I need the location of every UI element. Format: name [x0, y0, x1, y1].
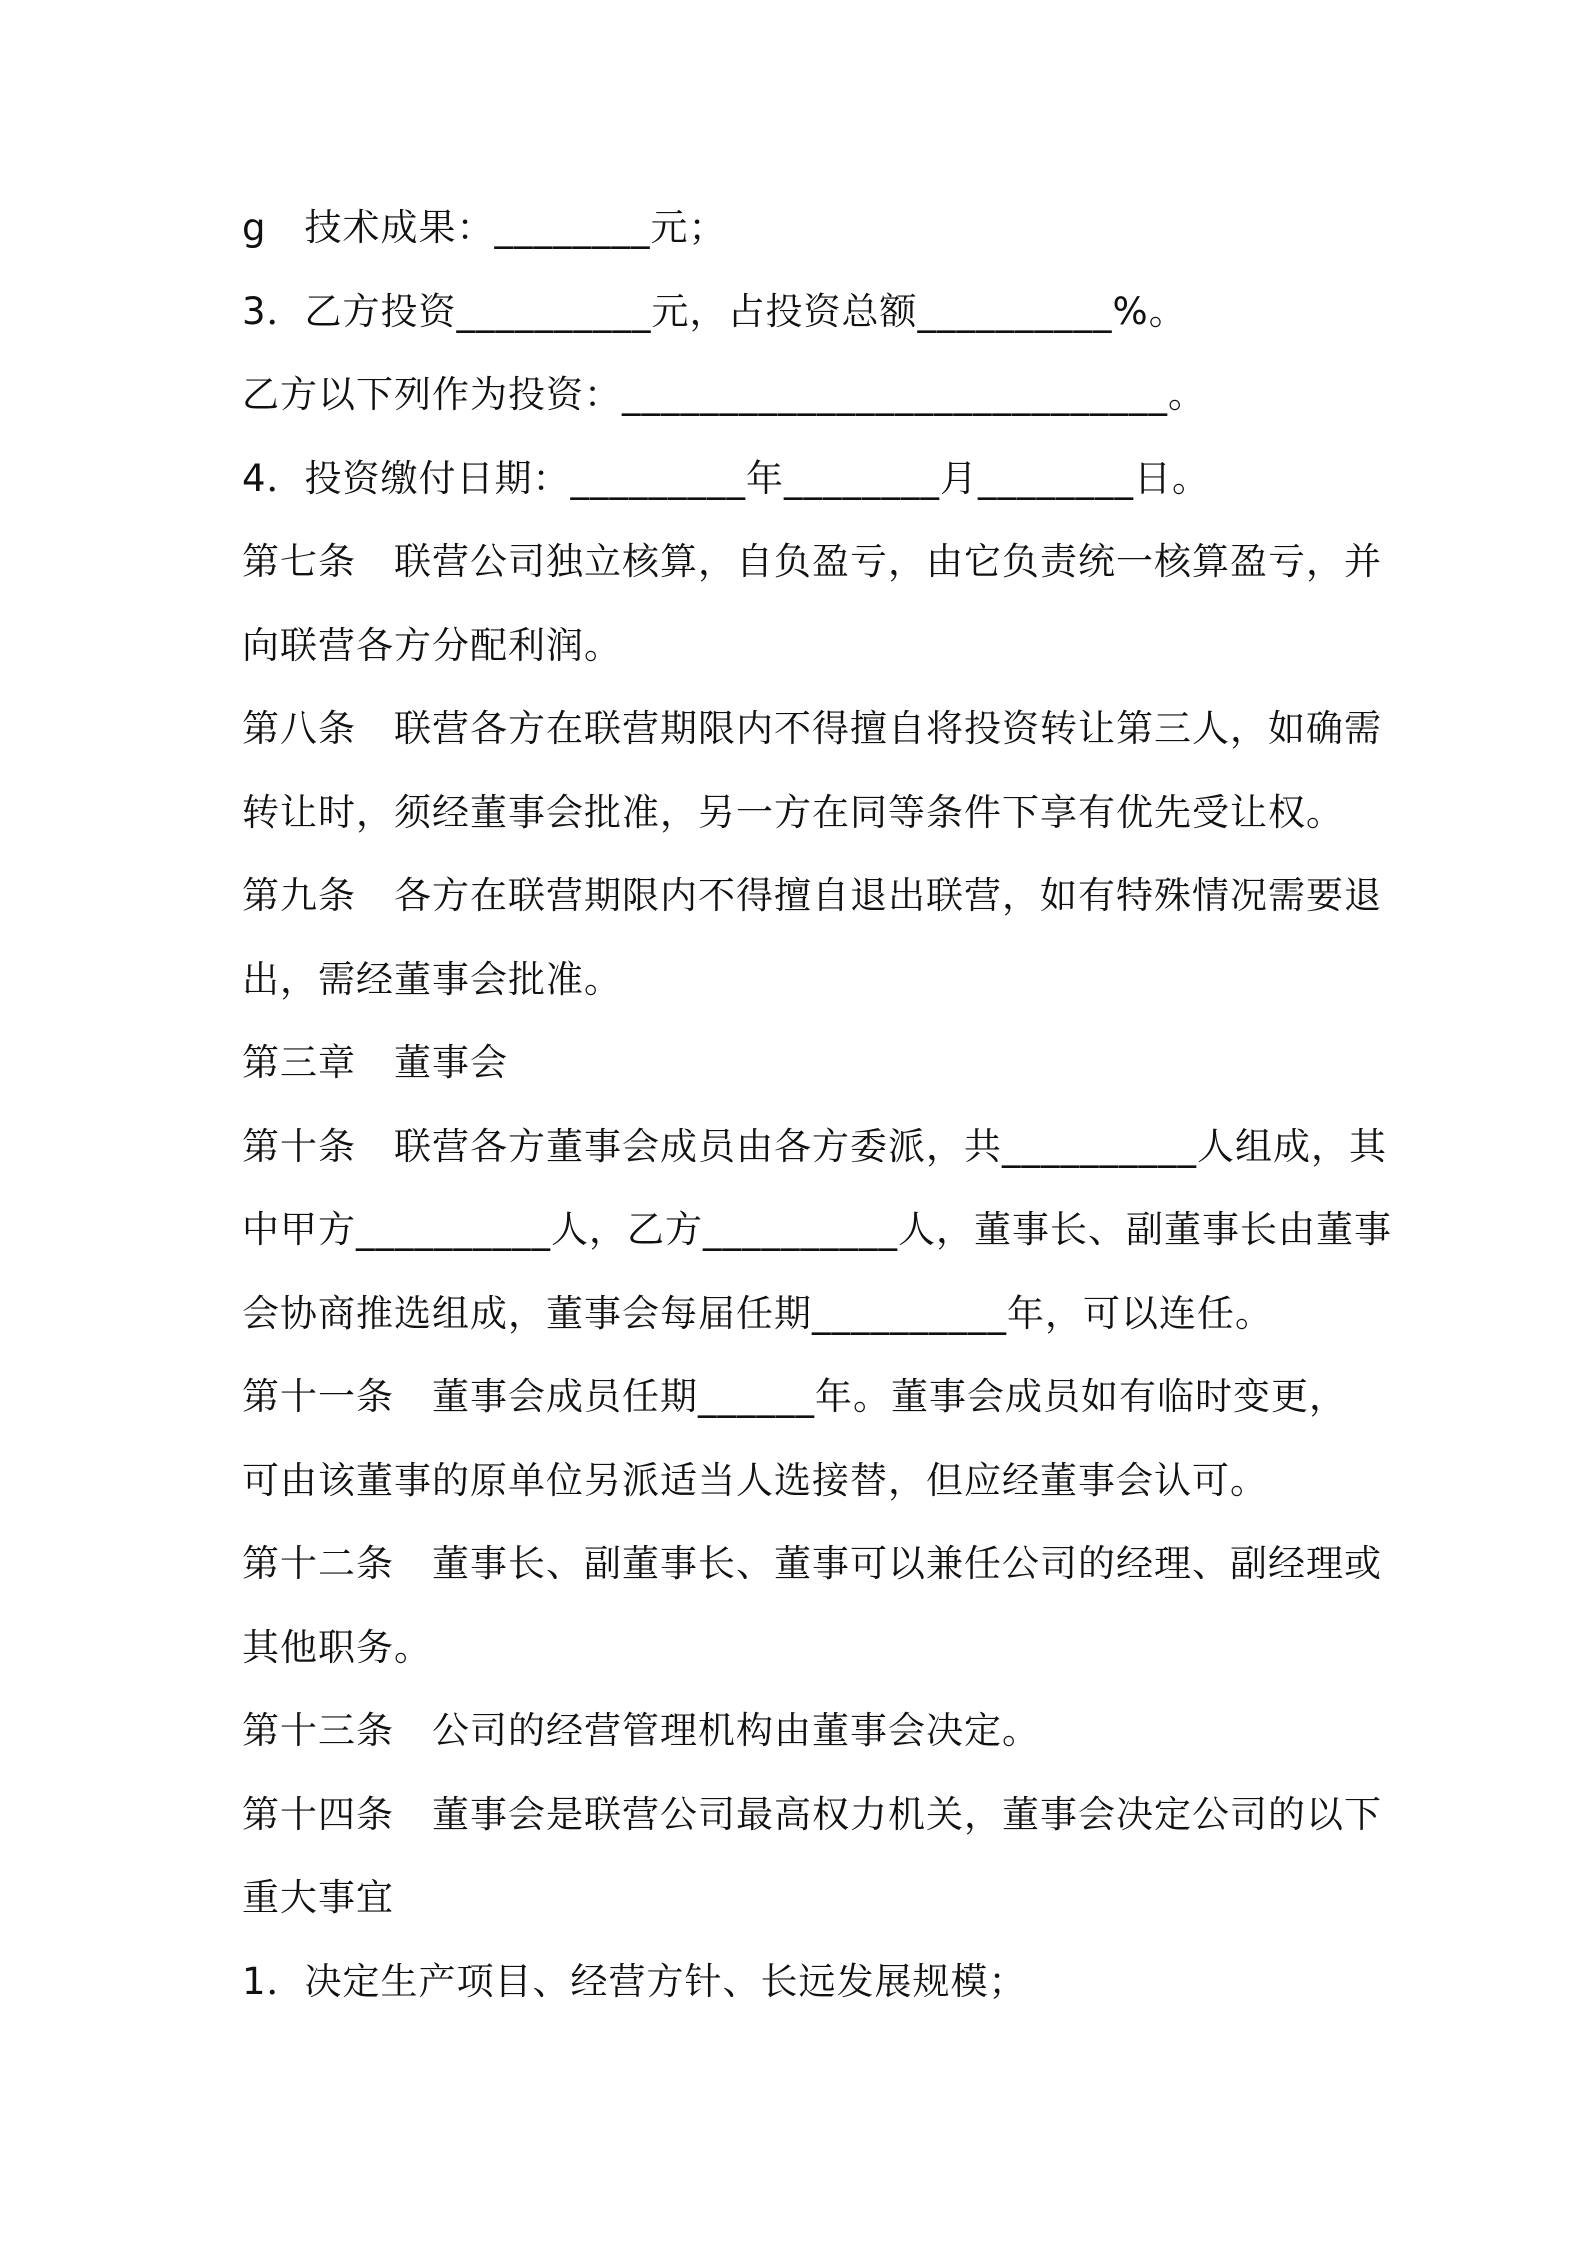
text-line: 第八条 联营各方在联营期限内不得擅自将投资转让第三人，如确需 — [242, 707, 1382, 750]
text-line: 第九条 各方在联营期限内不得擅自退出联营，如有特殊情况需要退 — [242, 874, 1382, 917]
text-line: 向联营各方分配利润。 — [242, 624, 622, 667]
text-line: 其他职务。 — [242, 1626, 432, 1669]
text-line: g 技术成果：________元； — [242, 206, 727, 249]
text-line: 第七条 联营公司独立核算，自负盈亏，由它负责统一核算盈亏，并 — [242, 540, 1382, 583]
text-line: 可由该董事的原单位另派适当人选接替，但应经董事会认可。 — [242, 1459, 1268, 1502]
text-line: 乙方以下列作为投资：____________________________。 — [242, 373, 1206, 416]
text-line: 出，需经董事会批准。 — [242, 958, 622, 1001]
text-line: 第十二条 董事长、副董事长、董事可以兼任公司的经理、副经理或 — [242, 1542, 1382, 1585]
text-line: 转让时，须经董事会批准，另一方在同等条件下享有优先受让权。 — [242, 791, 1344, 834]
text-line: 3．乙方投资__________元，占投资总额__________%。 — [242, 290, 1187, 333]
text-line: 第十四条 董事会是联营公司最高权力机关，董事会决定公司的以下 — [242, 1793, 1382, 1836]
text-line: 第十三条 公司的经营管理机构由董事会决定。 — [242, 1709, 1040, 1752]
text-line: 第十条 联营各方董事会成员由各方委派，共__________人组成，其 — [242, 1125, 1387, 1168]
text-line: 1．决定生产项目、经营方针、长远发展规模； — [242, 1960, 1027, 2003]
text-line: 重大事宜 — [242, 1876, 394, 1919]
text-line: 会协商推选组成，董事会每届任期__________年，可以连任。 — [242, 1292, 1273, 1335]
text-line: 第十一条 董事会成员任期______年。董事会成员如有临时变更， — [242, 1375, 1347, 1418]
text-line: 4．投资缴付日期：_________年________月________日。 — [242, 457, 1211, 500]
text-line: 中甲方__________人，乙方__________人，董事长、副董事长由董事 — [242, 1208, 1392, 1251]
chapter-heading: 第三章 董事会 — [242, 1041, 508, 1084]
